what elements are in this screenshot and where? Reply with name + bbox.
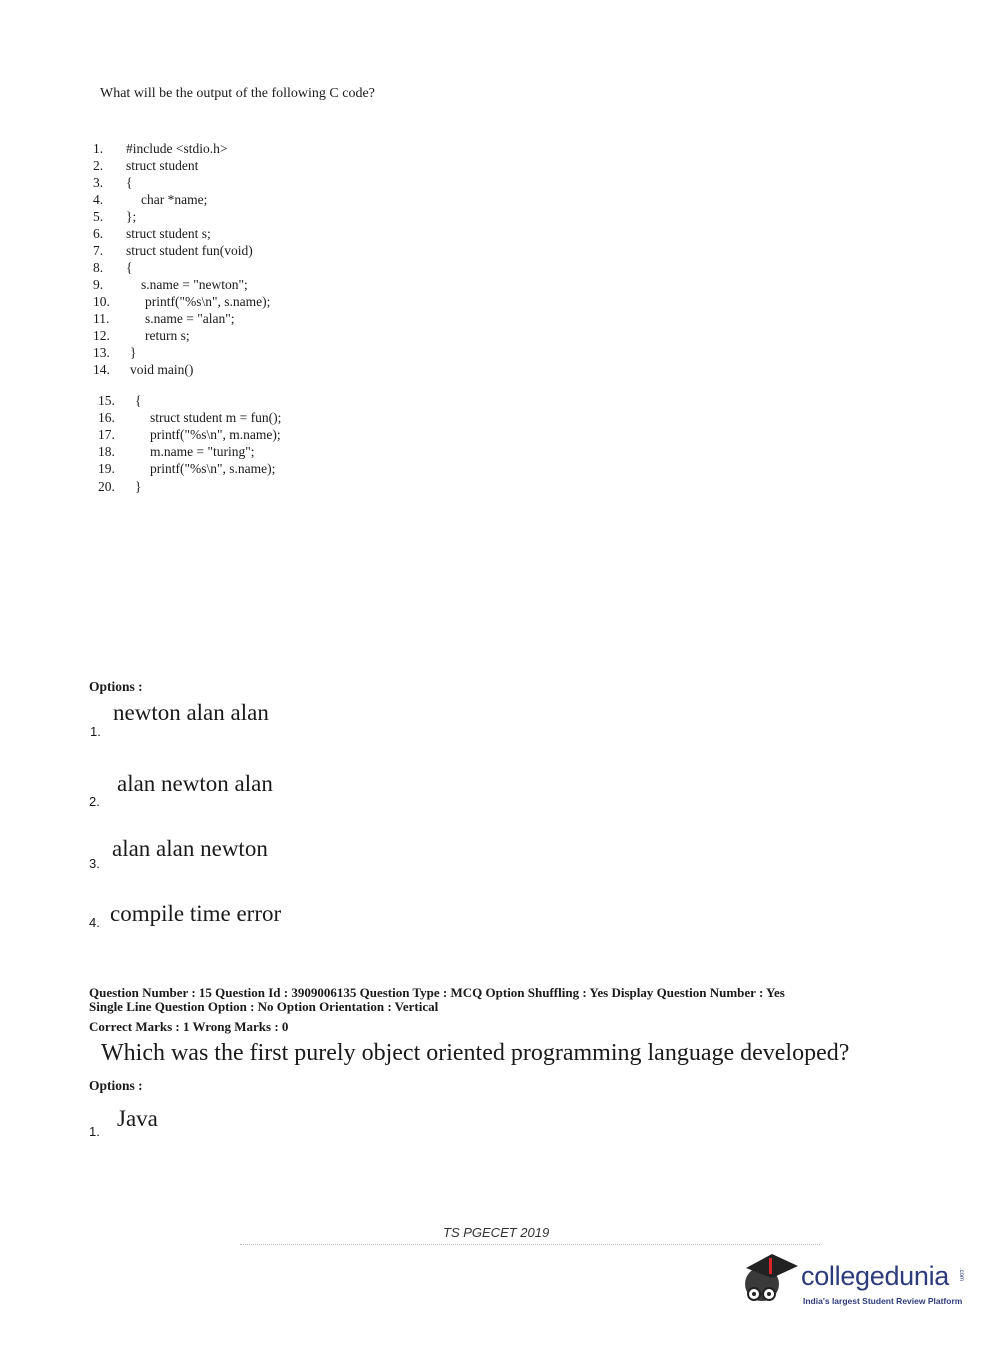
code-line: #include <stdio.h> bbox=[126, 141, 228, 156]
option-number: 1. bbox=[89, 1124, 100, 1139]
mascot-icon bbox=[742, 1246, 800, 1308]
question-meta: Question Number : 15 Question Id : 3909006135 Question Type : MCQ Option Shuffling : Yes Display Question Number : Yes bbox=[89, 985, 785, 1000]
option-text: compile time error bbox=[110, 901, 282, 926]
code-line: void main() bbox=[130, 362, 194, 377]
code-line: struct student s; bbox=[126, 226, 211, 241]
code-line: printf("%s\n", s.name); bbox=[150, 461, 276, 476]
question-text: What will be the output of the following C code? bbox=[100, 86, 375, 101]
brand-name: collegedunia bbox=[801, 1261, 950, 1291]
line-number: 19. bbox=[98, 461, 115, 476]
footer-exam-label: TS PGECET 2019 bbox=[443, 1225, 550, 1240]
marks-info: Correct Marks : 1 Wrong Marks : 0 bbox=[89, 1019, 289, 1034]
options-label: Options : bbox=[89, 679, 143, 694]
option-number: 3. bbox=[89, 856, 100, 871]
code-line: m.name = "turing"; bbox=[150, 444, 255, 459]
line-number: 16. bbox=[98, 410, 115, 425]
options-label: Options : bbox=[89, 1078, 143, 1093]
line-number: 4. bbox=[93, 192, 104, 207]
code-line: struct student bbox=[126, 158, 199, 173]
code-line: struct student fun(void) bbox=[126, 243, 253, 258]
option-text: alan alan newton bbox=[112, 836, 268, 861]
line-number: 14. bbox=[93, 362, 110, 377]
line-number: 15. bbox=[98, 393, 115, 408]
line-number: 17. bbox=[98, 427, 115, 442]
code-line: char *name; bbox=[141, 192, 208, 207]
code-line: { bbox=[135, 393, 142, 408]
line-number: 1. bbox=[93, 141, 104, 156]
option-number: 2. bbox=[89, 794, 100, 809]
line-number: 10. bbox=[93, 294, 110, 309]
code-line: printf("%s\n", m.name); bbox=[150, 427, 281, 442]
line-number: 12. bbox=[93, 328, 110, 343]
line-number: 3. bbox=[93, 175, 104, 190]
line-number: 8. bbox=[93, 260, 104, 275]
line-number: 5. bbox=[93, 209, 104, 224]
code-line: printf("%s\n", s.name); bbox=[145, 294, 271, 309]
line-number: 7. bbox=[93, 243, 104, 258]
option-text: alan newton alan bbox=[117, 771, 273, 796]
option-text: newton alan alan bbox=[113, 700, 269, 725]
line-number: 13. bbox=[93, 345, 110, 360]
line-number: 9. bbox=[93, 277, 104, 292]
option-number: 1. bbox=[90, 724, 101, 739]
code-line: { bbox=[126, 260, 133, 275]
option-number: 4. bbox=[89, 915, 100, 930]
code-line: struct student m = fun(); bbox=[150, 410, 282, 425]
code-line: } bbox=[135, 479, 142, 494]
code-line: s.name = "alan"; bbox=[145, 311, 235, 326]
line-number: 18. bbox=[98, 444, 115, 459]
code-line: }; bbox=[126, 209, 137, 224]
line-number: 6. bbox=[93, 226, 104, 241]
question-text: Which was the first purely object oriented programming language developed? bbox=[101, 1040, 850, 1066]
code-line: { bbox=[126, 175, 133, 190]
code-line: } bbox=[130, 345, 137, 360]
option-text: Java bbox=[117, 1106, 158, 1131]
line-number: 11. bbox=[93, 311, 110, 326]
brand-suffix: .com bbox=[958, 1268, 964, 1282]
brand-tagline: India's largest Student Review Platform bbox=[803, 1296, 963, 1306]
line-number: 2. bbox=[93, 158, 104, 173]
code-line: return s; bbox=[145, 328, 190, 343]
footer-divider bbox=[240, 1244, 820, 1245]
question-meta: Single Line Question Option : No Option Orientation : Vertical bbox=[89, 999, 439, 1014]
line-number: 20. bbox=[98, 479, 115, 494]
code-line: s.name = "newton"; bbox=[141, 277, 248, 292]
